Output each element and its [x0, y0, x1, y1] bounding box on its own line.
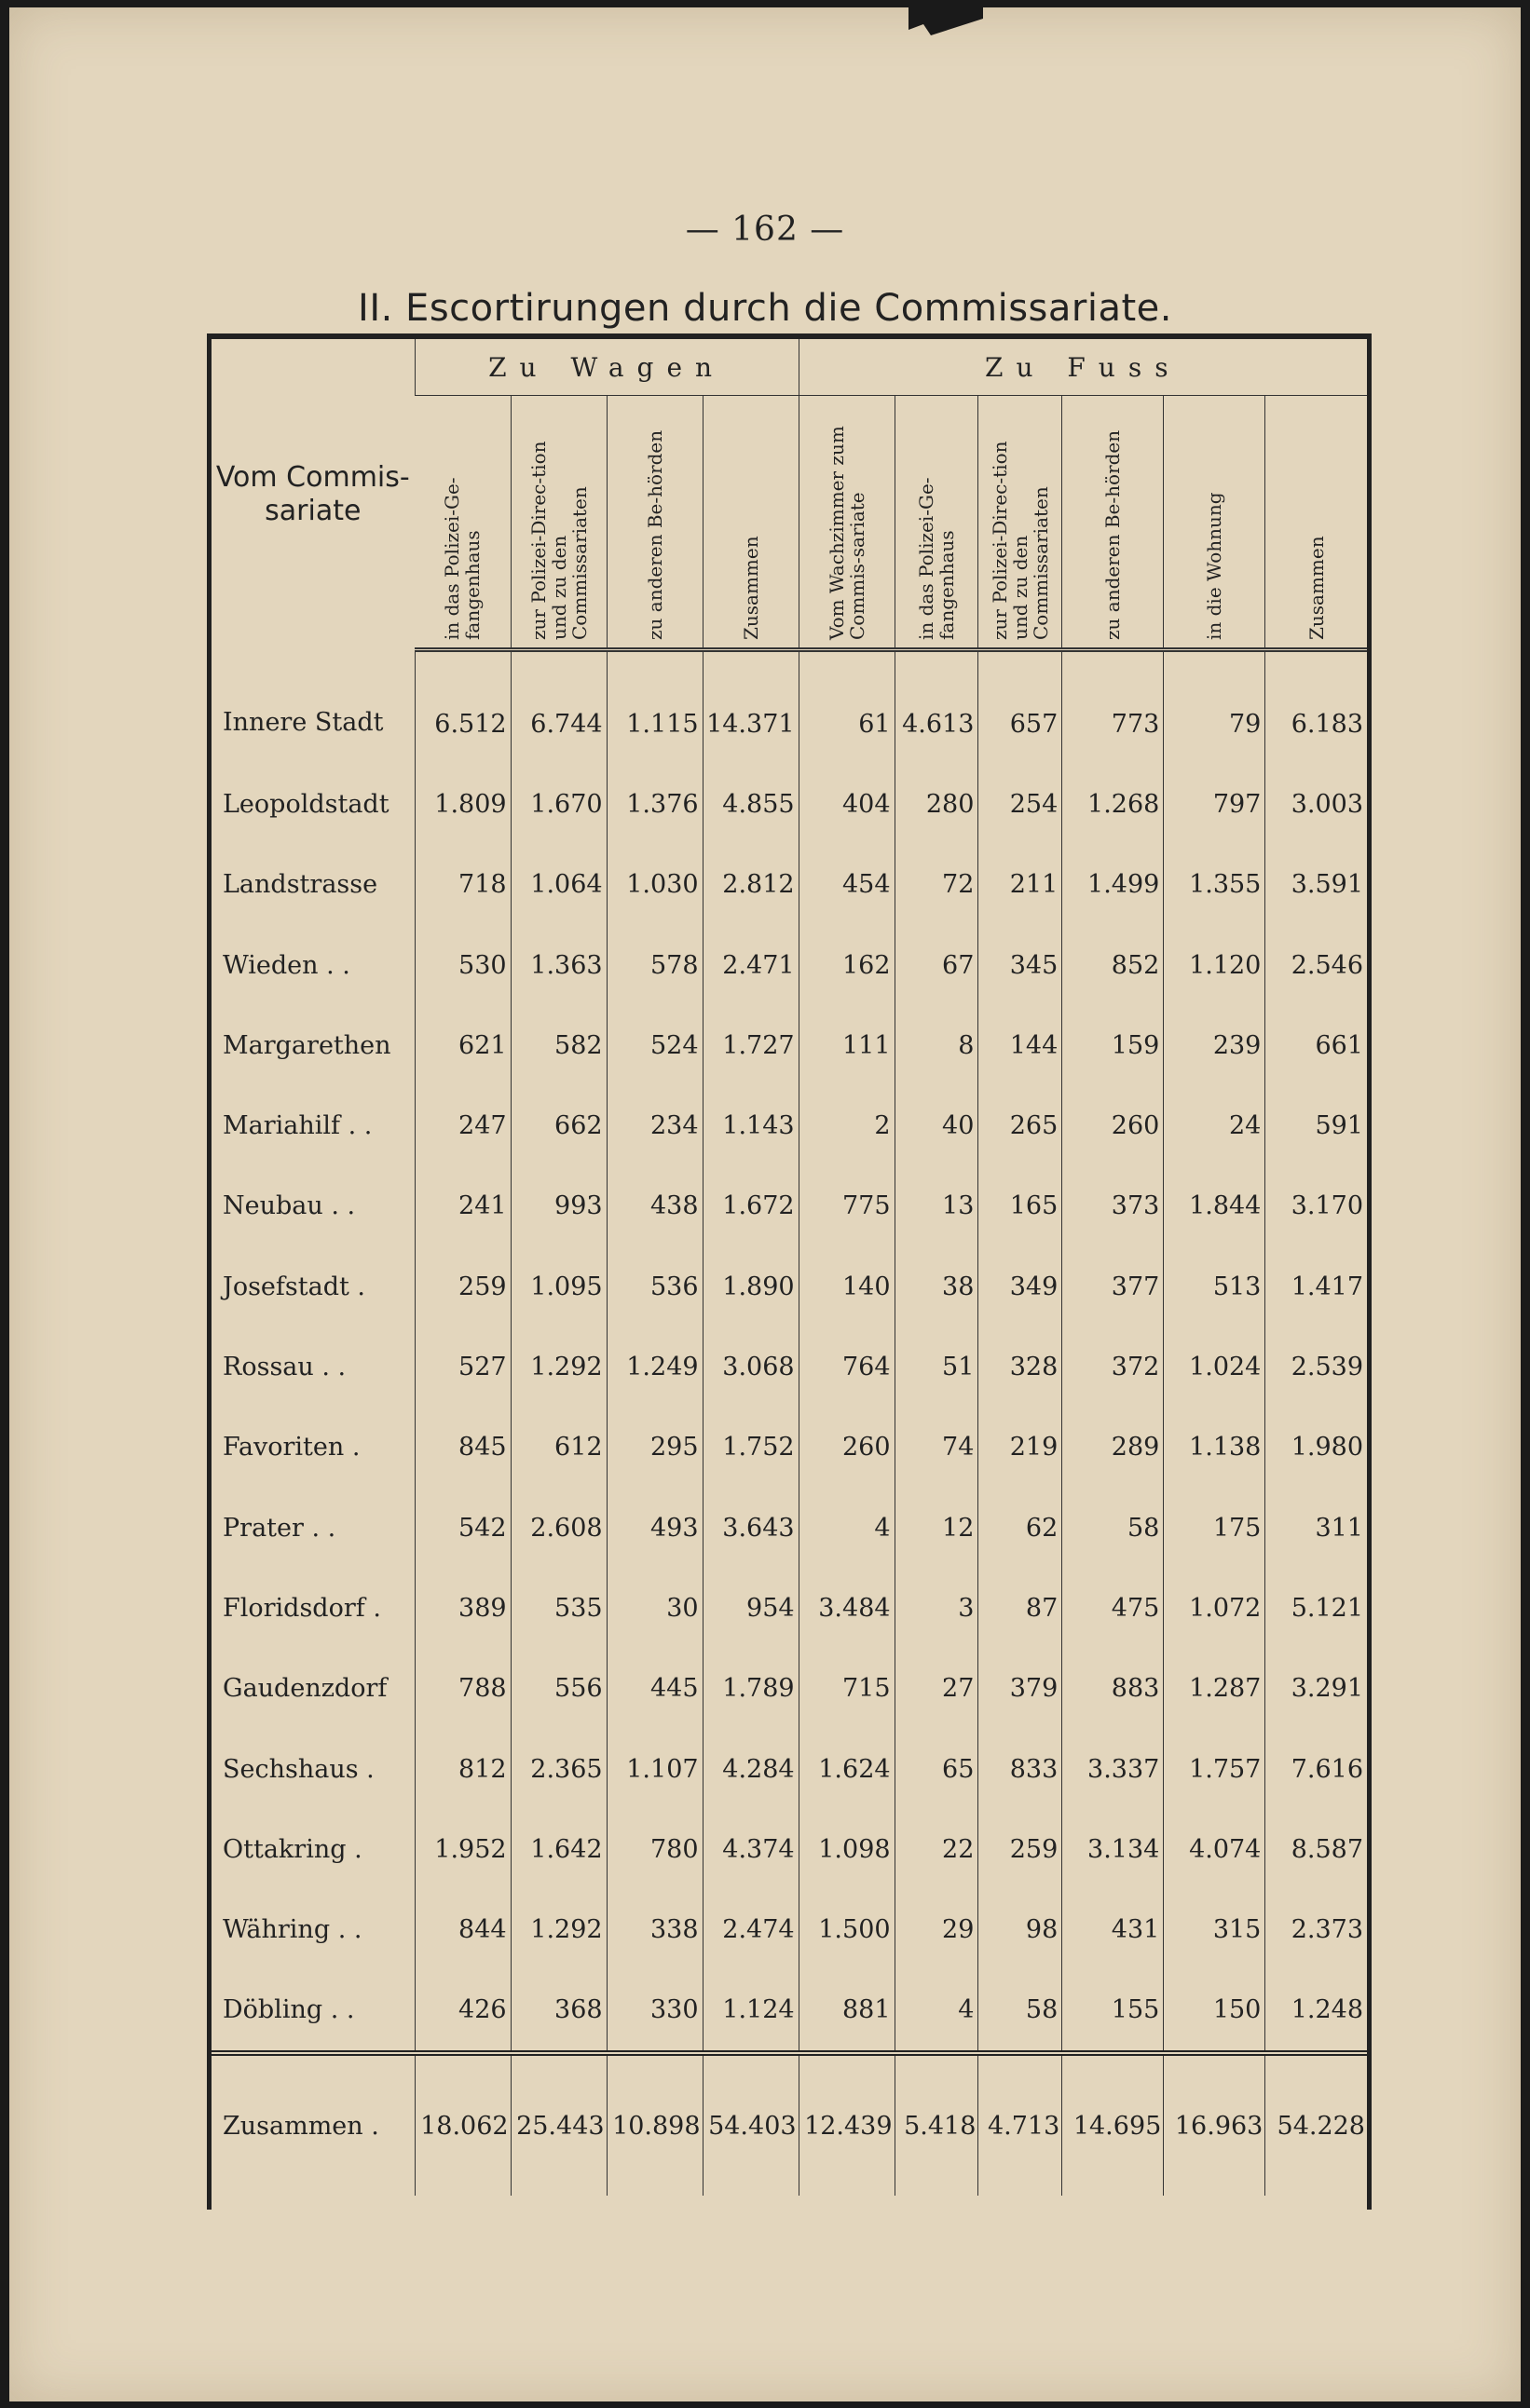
commissariate-name: Gaudenzdorf	[223, 1674, 388, 1704]
table-cell: 315	[1164, 1889, 1265, 1969]
table-cell: 338	[607, 1889, 703, 1969]
table-cell: 404	[799, 764, 895, 844]
column-header	[978, 396, 1062, 650]
table-cell: 1.292	[511, 1326, 607, 1407]
table-cell: 1.890	[703, 1246, 799, 1326]
table-cell: 445	[607, 1649, 703, 1729]
table-row	[212, 925, 1367, 1005]
table-cell: 1.115	[607, 650, 703, 765]
page-number: — 162 —	[685, 211, 845, 249]
table-cell: 881	[799, 1970, 895, 2053]
table-cell: 162	[799, 925, 895, 1005]
table-cell: 1.138	[1164, 1408, 1265, 1488]
table-cell: 3.337	[1062, 1729, 1164, 1809]
table-cell: 1.376	[607, 764, 703, 844]
column-header-label: zur Polizei-Direc-tion und zu den Commissariaten	[526, 441, 591, 640]
column-header-label: zu anderen Be-hörden	[643, 429, 666, 640]
table-cell: 661	[1265, 1005, 1367, 1085]
table-cell: 1.844	[1164, 1166, 1265, 1246]
table-cell: 475	[1062, 1568, 1164, 1648]
table-row	[212, 1488, 1367, 1568]
table-cell: 61	[799, 650, 895, 765]
table-cell: 8.587	[1265, 1809, 1367, 1889]
table-cell: 295	[607, 1408, 703, 1488]
commissariate-name: Josefstadt .	[223, 1272, 366, 1301]
table-cell: 530	[415, 925, 511, 1005]
total-cell: 16.963	[1164, 2053, 1265, 2196]
commissariate-name: Margarethen	[223, 1030, 391, 1060]
commissariate-name: Floridsdorf .	[223, 1593, 381, 1623]
table-cell: 13	[895, 1166, 978, 1246]
table-cell: 431	[1062, 1889, 1164, 1969]
total-cell: 12.439	[799, 2053, 895, 2196]
column-header	[1062, 396, 1164, 650]
column-header	[607, 396, 703, 650]
table-cell: 330	[607, 1970, 703, 2053]
table-cell: 38	[895, 1246, 978, 1326]
table-cell: 345	[978, 925, 1062, 1005]
table-row	[212, 1326, 1367, 1407]
table-cell: 536	[607, 1246, 703, 1326]
table-cell: 6.744	[511, 650, 607, 765]
commissariate-name: Prater . .	[223, 1513, 336, 1543]
table-cell: 289	[1062, 1408, 1164, 1488]
commissariate-name: Neubau . .	[223, 1191, 356, 1221]
table-cell: 4.613	[895, 650, 978, 765]
table-cell: 1.107	[607, 1729, 703, 1809]
table-cell: 493	[607, 1488, 703, 1568]
table-cell: 1.642	[511, 1809, 607, 1889]
table-cell: 1.752	[703, 1408, 799, 1488]
table-cell: 87	[978, 1568, 1062, 1648]
table-cell: 527	[415, 1326, 511, 1407]
table-cell: 524	[607, 1005, 703, 1085]
table-cell: 1.500	[799, 1889, 895, 1969]
column-header	[1265, 396, 1367, 650]
row-header-label: Vom Commis-sariate	[215, 460, 410, 527]
table-cell: 30	[607, 1568, 703, 1648]
table-cell: 1.499	[1062, 845, 1164, 925]
table-cell: 389	[415, 1568, 511, 1648]
table-cell: 14.371	[703, 650, 799, 765]
table-cell: 3.643	[703, 1488, 799, 1568]
table-cell: 4.855	[703, 764, 799, 844]
column-header-label: Zusammen	[1305, 536, 1328, 640]
table-cell: 556	[511, 1649, 607, 1729]
table-cell: 379	[978, 1649, 1062, 1729]
column-header-label: zur Polizei-Direc-tion und zu den Commissariaten	[988, 441, 1052, 640]
commissariate-name: Ottakring .	[223, 1834, 362, 1864]
table-cell: 72	[895, 845, 978, 925]
total-cell: 25.443	[511, 2053, 607, 2196]
table-row	[212, 1246, 1367, 1326]
table-row	[212, 1889, 1367, 1969]
table-row	[212, 1649, 1367, 1729]
column-header-label: in die Wohnung	[1203, 492, 1226, 640]
table-cell: 764	[799, 1326, 895, 1407]
table-cell: 4	[895, 1970, 978, 2053]
table-cell: 259	[415, 1246, 511, 1326]
table-cell: 2.539	[1265, 1326, 1367, 1407]
table-cell: 259	[978, 1809, 1062, 1889]
table-cell: 4.074	[1164, 1809, 1265, 1889]
table-cell: 58	[1062, 1488, 1164, 1568]
table-cell: 954	[703, 1568, 799, 1648]
table-cell: 775	[799, 1166, 895, 1246]
table-cell: 426	[415, 1970, 511, 2053]
total-cell: 14.695	[1062, 2053, 1164, 2196]
column-header	[511, 396, 607, 650]
table-cell: 27	[895, 1649, 978, 1729]
table-row	[212, 1408, 1367, 1488]
group-header-fuss: Zu Fuss	[799, 339, 1367, 396]
table-cell: 438	[607, 1166, 703, 1246]
table-cell: 2.365	[511, 1729, 607, 1809]
table-cell: 3.003	[1265, 764, 1367, 844]
table-cell: 812	[415, 1729, 511, 1809]
table-cell: 513	[1164, 1246, 1265, 1326]
table-cell: 175	[1164, 1488, 1265, 1568]
table-cell: 2.546	[1265, 925, 1367, 1005]
table-cell: 845	[415, 1408, 511, 1488]
column-header	[799, 396, 895, 650]
table-cell: 377	[1062, 1246, 1164, 1326]
table-cell: 2	[799, 1085, 895, 1165]
table-cell: 1.672	[703, 1166, 799, 1246]
commissariate-name: Währing . .	[223, 1915, 362, 1945]
table-cell: 150	[1164, 1970, 1265, 2053]
table-cell: 1.417	[1265, 1246, 1367, 1326]
table-cell: 159	[1062, 1005, 1164, 1085]
total-cell: 5.418	[895, 2053, 978, 2196]
total-cell: 54.403	[703, 2053, 799, 2196]
total-label: Zusammen .	[212, 2053, 415, 2196]
commissariate-name: Sechshaus .	[223, 1754, 375, 1784]
table-cell: 328	[978, 1326, 1062, 1407]
table-cell: 3	[895, 1568, 978, 1648]
table-cell: 844	[415, 1889, 511, 1969]
table-cell: 65	[895, 1729, 978, 1809]
table-cell: 219	[978, 1408, 1062, 1488]
table-cell: 241	[415, 1166, 511, 1246]
table-cell: 542	[415, 1488, 511, 1568]
commissariate-name: Landstrasse	[223, 870, 378, 900]
table-cell: 3.068	[703, 1326, 799, 1407]
table-cell: 62	[978, 1488, 1062, 1568]
table-cell: 657	[978, 650, 1062, 765]
table-cell: 311	[1265, 1488, 1367, 1568]
table-row	[212, 1085, 1367, 1165]
table-cell: 852	[1062, 925, 1164, 1005]
table-cell: 1.809	[415, 764, 511, 844]
table-cell: 265	[978, 1085, 1062, 1165]
table-cell: 1.355	[1164, 845, 1265, 925]
table-cell: 58	[978, 1970, 1062, 2053]
table-cell: 1.249	[607, 1326, 703, 1407]
table-cell: 239	[1164, 1005, 1265, 1085]
table-cell: 144	[978, 1005, 1062, 1085]
table-cell: 111	[799, 1005, 895, 1085]
table-cell: 1.268	[1062, 764, 1164, 844]
table-cell: 1.248	[1265, 1970, 1367, 2053]
table-cell: 3.291	[1265, 1649, 1367, 1729]
table-row	[212, 1005, 1367, 1085]
table-row	[212, 845, 1367, 925]
table-cell: 797	[1164, 764, 1265, 844]
table-cell: 4.374	[703, 1809, 799, 1889]
table-cell: 1.024	[1164, 1326, 1265, 1407]
table-cell: 67	[895, 925, 978, 1005]
table-cell: 12	[895, 1488, 978, 1568]
table-cell: 368	[511, 1970, 607, 2053]
table-cell: 260	[799, 1408, 895, 1488]
table-row	[212, 1166, 1367, 1246]
table-cell: 1.363	[511, 925, 607, 1005]
table-cell: 454	[799, 845, 895, 925]
table-cell: 1.120	[1164, 925, 1265, 1005]
table-row	[212, 1970, 1367, 2053]
table-title: II. Escortirungen durch die Commissariate.	[358, 287, 1172, 330]
column-header	[1164, 396, 1265, 650]
table-cell: 1.072	[1164, 1568, 1265, 1648]
table-cell: 1.287	[1164, 1649, 1265, 1729]
table-cell: 3.170	[1265, 1166, 1367, 1246]
total-row	[212, 2053, 1367, 2196]
table-cell: 582	[511, 1005, 607, 1085]
table-cell: 74	[895, 1408, 978, 1488]
table-cell: 621	[415, 1005, 511, 1085]
table-cell: 2.474	[703, 1889, 799, 1969]
table-cell: 773	[1062, 650, 1164, 765]
table-cell: 98	[978, 1889, 1062, 1969]
column-header	[415, 396, 511, 650]
table-cell: 79	[1164, 650, 1265, 765]
column-header-label: Zusammen	[739, 536, 762, 640]
column-header	[703, 396, 799, 650]
table-cell: 662	[511, 1085, 607, 1165]
table-cell: 1.789	[703, 1649, 799, 1729]
commissariate-name: Wieden . .	[223, 950, 350, 980]
table-cell: 234	[607, 1085, 703, 1165]
table-cell: 780	[607, 1809, 703, 1889]
table-cell: 1.952	[415, 1809, 511, 1889]
table-cell: 51	[895, 1326, 978, 1407]
table-cell: 22	[895, 1809, 978, 1889]
table-cell: 211	[978, 845, 1062, 925]
table-cell: 715	[799, 1649, 895, 1729]
torn-edge	[908, 7, 983, 35]
total-cell: 18.062	[415, 2053, 511, 2196]
table-cell: 883	[1062, 1649, 1164, 1729]
table-cell: 2.471	[703, 925, 799, 1005]
commissariate-name: Mariahilf . .	[223, 1111, 373, 1141]
table-cell: 3.134	[1062, 1809, 1164, 1889]
table-cell: 260	[1062, 1085, 1164, 1165]
commissariate-name: Favoriten .	[223, 1433, 361, 1462]
table-cell: 591	[1265, 1085, 1367, 1165]
group-header-wagen: Zu Wagen	[415, 339, 799, 396]
table-cell: 6.183	[1265, 650, 1367, 765]
statistics-table-frame	[207, 333, 1372, 2210]
table-cell: 247	[415, 1085, 511, 1165]
table-cell: 535	[511, 1568, 607, 1648]
table-cell: 1.727	[703, 1005, 799, 1085]
commissariate-name: Rossau . .	[223, 1353, 347, 1382]
table-row	[212, 1809, 1367, 1889]
table-cell: 6.512	[415, 650, 511, 765]
total-cell: 54.228	[1265, 2053, 1367, 2196]
commissariate-name: Innere Stadt	[223, 708, 384, 738]
table-cell: 140	[799, 1246, 895, 1326]
table-cell: 1.670	[511, 764, 607, 844]
table-cell: 1.143	[703, 1085, 799, 1165]
commissariate-name: Leopoldstadt	[223, 789, 389, 819]
escort-statistics-table	[212, 339, 1367, 2196]
table-cell: 24	[1164, 1085, 1265, 1165]
table-cell: 1.292	[511, 1889, 607, 1969]
table-row	[212, 764, 1367, 844]
table-cell: 1.030	[607, 845, 703, 925]
total-cell: 4.713	[978, 2053, 1062, 2196]
table-cell: 155	[1062, 1970, 1164, 2053]
table-cell: 280	[895, 764, 978, 844]
table-cell: 349	[978, 1246, 1062, 1326]
table-cell: 8	[895, 1005, 978, 1085]
column-header	[895, 396, 978, 650]
table-cell: 254	[978, 764, 1062, 844]
column-header-label: in das Polizei-Ge-fangenhaus	[914, 477, 958, 640]
table-cell: 578	[607, 925, 703, 1005]
table-cell: 993	[511, 1166, 607, 1246]
table-cell: 165	[978, 1166, 1062, 1246]
table-cell: 612	[511, 1408, 607, 1488]
table-cell: 40	[895, 1085, 978, 1165]
table-row	[212, 1729, 1367, 1809]
table-cell: 718	[415, 845, 511, 925]
commissariate-name: Döbling . .	[223, 1995, 355, 2025]
total-cell: 10.898	[607, 2053, 703, 2196]
table-cell: 2.373	[1265, 1889, 1367, 1969]
table-cell: 1.124	[703, 1970, 799, 2053]
table-cell: 788	[415, 1649, 511, 1729]
table-row	[212, 1568, 1367, 1648]
table-cell: 2.608	[511, 1488, 607, 1568]
table-cell: 1.064	[511, 845, 607, 925]
table-cell: 29	[895, 1889, 978, 1969]
table-row	[212, 650, 1367, 765]
table-cell: 1.757	[1164, 1729, 1265, 1809]
table-cell: 1.098	[799, 1809, 895, 1889]
table-cell: 1.980	[1265, 1408, 1367, 1488]
table-cell: 4	[799, 1488, 895, 1568]
column-header-label: Vom Wachzimmer zum Commis-sariate	[825, 426, 868, 640]
table-cell: 3.591	[1265, 845, 1367, 925]
table-cell: 372	[1062, 1326, 1164, 1407]
table-cell: 2.812	[703, 845, 799, 925]
table-cell: 1.095	[511, 1246, 607, 1326]
table-cell: 1.624	[799, 1729, 895, 1809]
table-cell: 373	[1062, 1166, 1164, 1246]
table-cell: 7.616	[1265, 1729, 1367, 1809]
table-cell: 5.121	[1265, 1568, 1367, 1648]
table-cell: 833	[978, 1729, 1062, 1809]
column-header-label: in das Polizei-Ge-fangenhaus	[441, 477, 485, 640]
table-cell: 4.284	[703, 1729, 799, 1809]
table-cell: 3.484	[799, 1568, 895, 1648]
column-header-label: zu anderen Be-hörden	[1101, 429, 1125, 640]
